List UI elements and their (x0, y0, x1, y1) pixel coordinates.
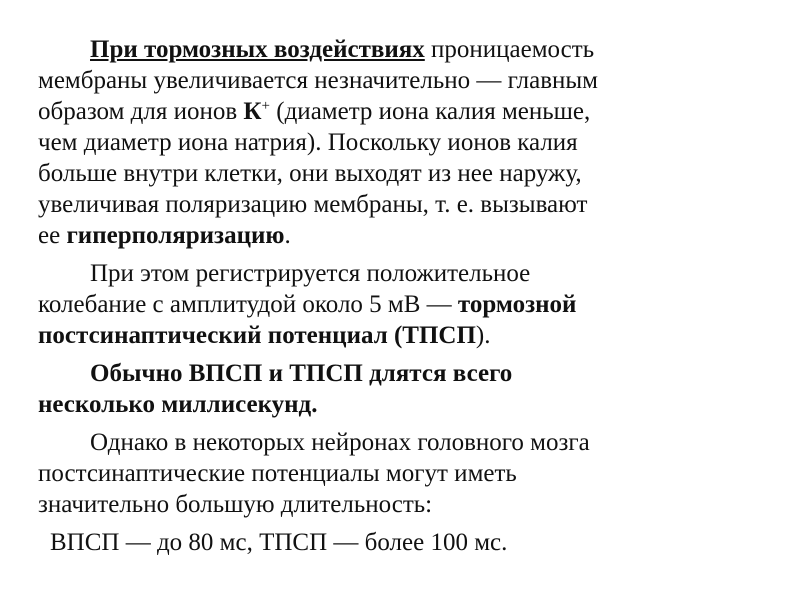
p3-line-1: Обычно ВПСП и ТПСП длятся всего (90, 360, 513, 387)
p1-line-1 (38, 34, 748, 65)
p1-line-1-rest: проницаемость (424, 36, 595, 63)
term-ipsp: постсинаптический потенциал (ТПСП (38, 322, 476, 349)
ion-symbol: К (243, 98, 262, 125)
p2-line-3-post: ). (475, 322, 491, 349)
p4-line-2: постсинаптические потенциалы могут иметь (38, 460, 517, 487)
p1-line-3-post: (диаметр иона калия меньше, (270, 98, 591, 125)
p5-line-1: ВПСП — до 80 мс, ТПСП — более 100 мс. (50, 529, 508, 556)
p1-line-5: больше внутри клетки, они выходят из нее наружу, (38, 160, 582, 187)
p1-line-6: увеличивая поляризацию мембраны, т. е. вызывают (38, 191, 588, 218)
p1-line-2: мембраны увеличивается незначительно — главным (38, 67, 598, 94)
slide-text (38, 34, 748, 558)
ion-charge: + (261, 98, 271, 114)
p1-heading: При тормозных воздействиях (90, 36, 425, 63)
p3-line-2: несколько миллисекунд. (38, 391, 318, 418)
p1-line-3 (38, 96, 748, 127)
p1-line-4: чем диаметр иона натрия). Поскольку ионов калия (38, 129, 578, 156)
p1-line-7-post: . (284, 222, 291, 249)
p2-line-2 (38, 289, 748, 320)
p1-line-3-pre: образом для ионов (38, 98, 244, 125)
term-hyperpolarization: гиперполяризацию (66, 222, 285, 249)
p2-line-2-pre: колебание с амплитудой около 5 мВ — (38, 291, 458, 318)
p2-line-1: При этом регистрируется положительное (90, 260, 531, 287)
term-inhibitory: тормозной (457, 291, 577, 318)
p4-line-1: Однако в некоторых нейронах головного мозга (90, 429, 590, 456)
p4-line-3: значительно большую длительность: (38, 491, 433, 518)
p2-line-3 (38, 320, 748, 351)
p1-line-7-pre: ее (38, 222, 67, 249)
p1-line-7 (38, 220, 748, 251)
